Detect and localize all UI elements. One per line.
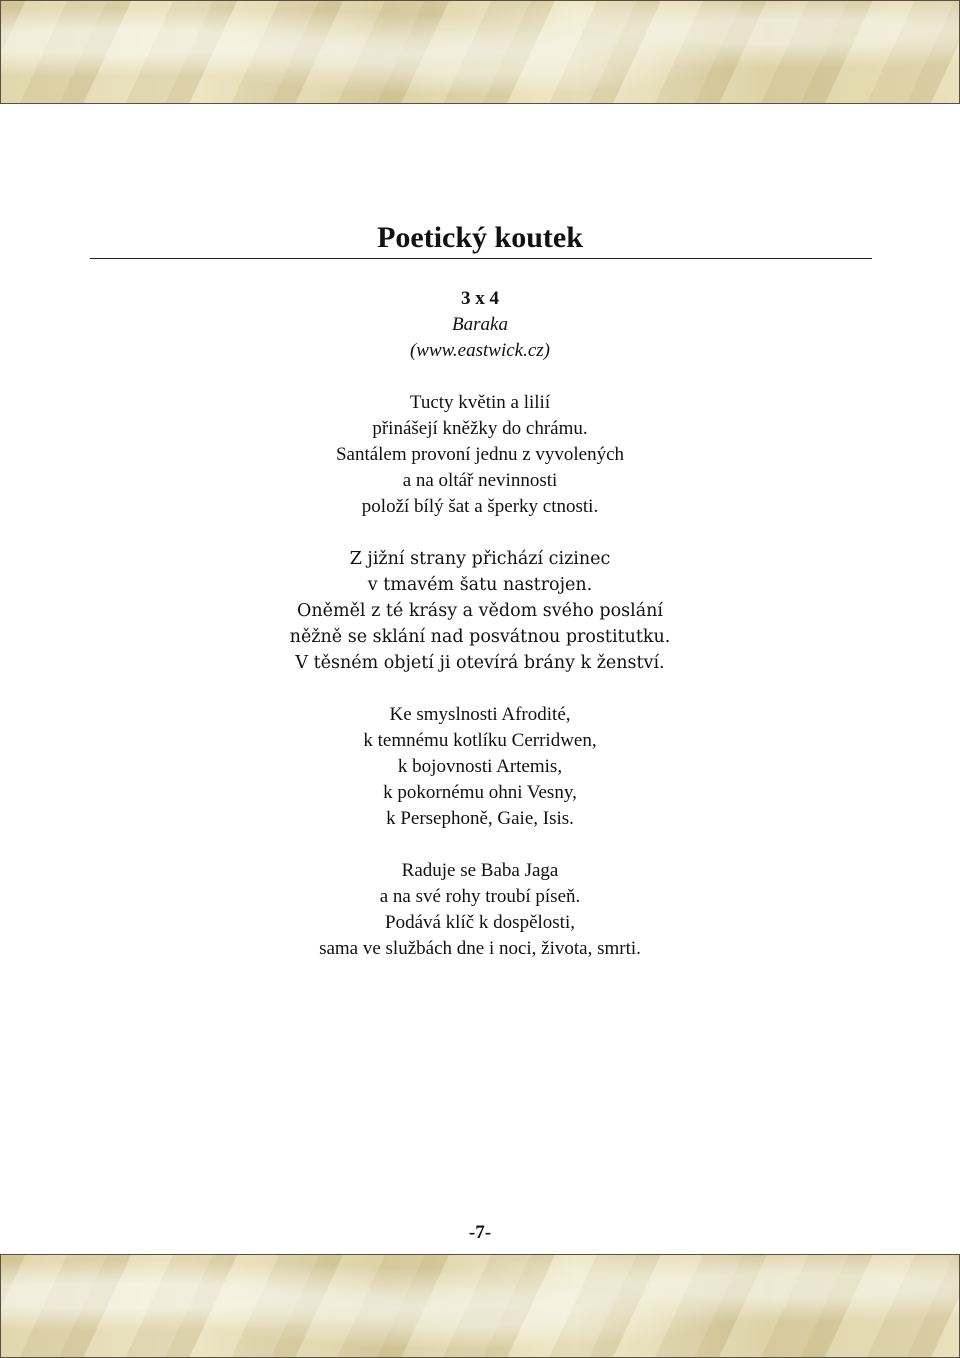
poem-line: k temnému kotlíku Cerridwen,: [363, 730, 597, 751]
poem-line: Tucty květin a lilií: [409, 392, 551, 413]
page-title: Poetický koutek: [377, 221, 583, 254]
bottom-decorative-band: [0, 1254, 960, 1358]
stanza-1: [0, 390, 960, 520]
poem-line: k Persephoně, Gaie, Isis.: [386, 808, 574, 829]
poem-line: Podává klíč k dospělosti,: [385, 912, 575, 933]
poem-line: a na své rohy troubí píseň.: [379, 886, 581, 907]
poem-line: něžně se sklání nad posvátnou prostitutku.: [289, 627, 671, 647]
poem-line: V těsném objetí ji otevírá brány k ženství.: [295, 653, 665, 673]
stanza-4: [0, 858, 960, 962]
poem-author: Baraka: [452, 314, 508, 335]
poem-line: Raduje se Baba Jaga: [401, 860, 559, 881]
poem-line: v tmavém šatu nastrojen.: [367, 575, 593, 595]
poem-line: k bojovnosti Artemis,: [397, 756, 563, 777]
poem-body: [0, 390, 960, 988]
poem-title: 3 x 4: [461, 288, 499, 309]
poem-line: Oněměl z té krásy a vědom svého poslání: [297, 601, 663, 621]
poem-line: a na oltář nevinnosti: [402, 470, 558, 491]
poem-line: Santálem provoní jednu z vyvolených: [335, 444, 625, 465]
poem-line: k pokornému ohni Vesny,: [383, 782, 577, 803]
poem-line: Z jižní strany přichází cizinec: [349, 549, 611, 569]
stanza-2: [0, 546, 960, 676]
poem-source: (www.eastwick.cz): [409, 340, 550, 361]
poem-line: přinášejí kněžky do chrámu.: [372, 418, 588, 439]
poem-line: sama ve službách dne i noci, života, smrti.: [319, 938, 641, 959]
stanza-3: [0, 702, 960, 832]
page-number: -7-: [468, 1222, 492, 1243]
poem-line: položí bílý šat a šperky ctnosti.: [361, 496, 599, 517]
poem-line: Ke smyslnosti Afrodité,: [389, 704, 571, 725]
title-underline: [90, 258, 872, 259]
top-decorative-band: [0, 0, 960, 104]
